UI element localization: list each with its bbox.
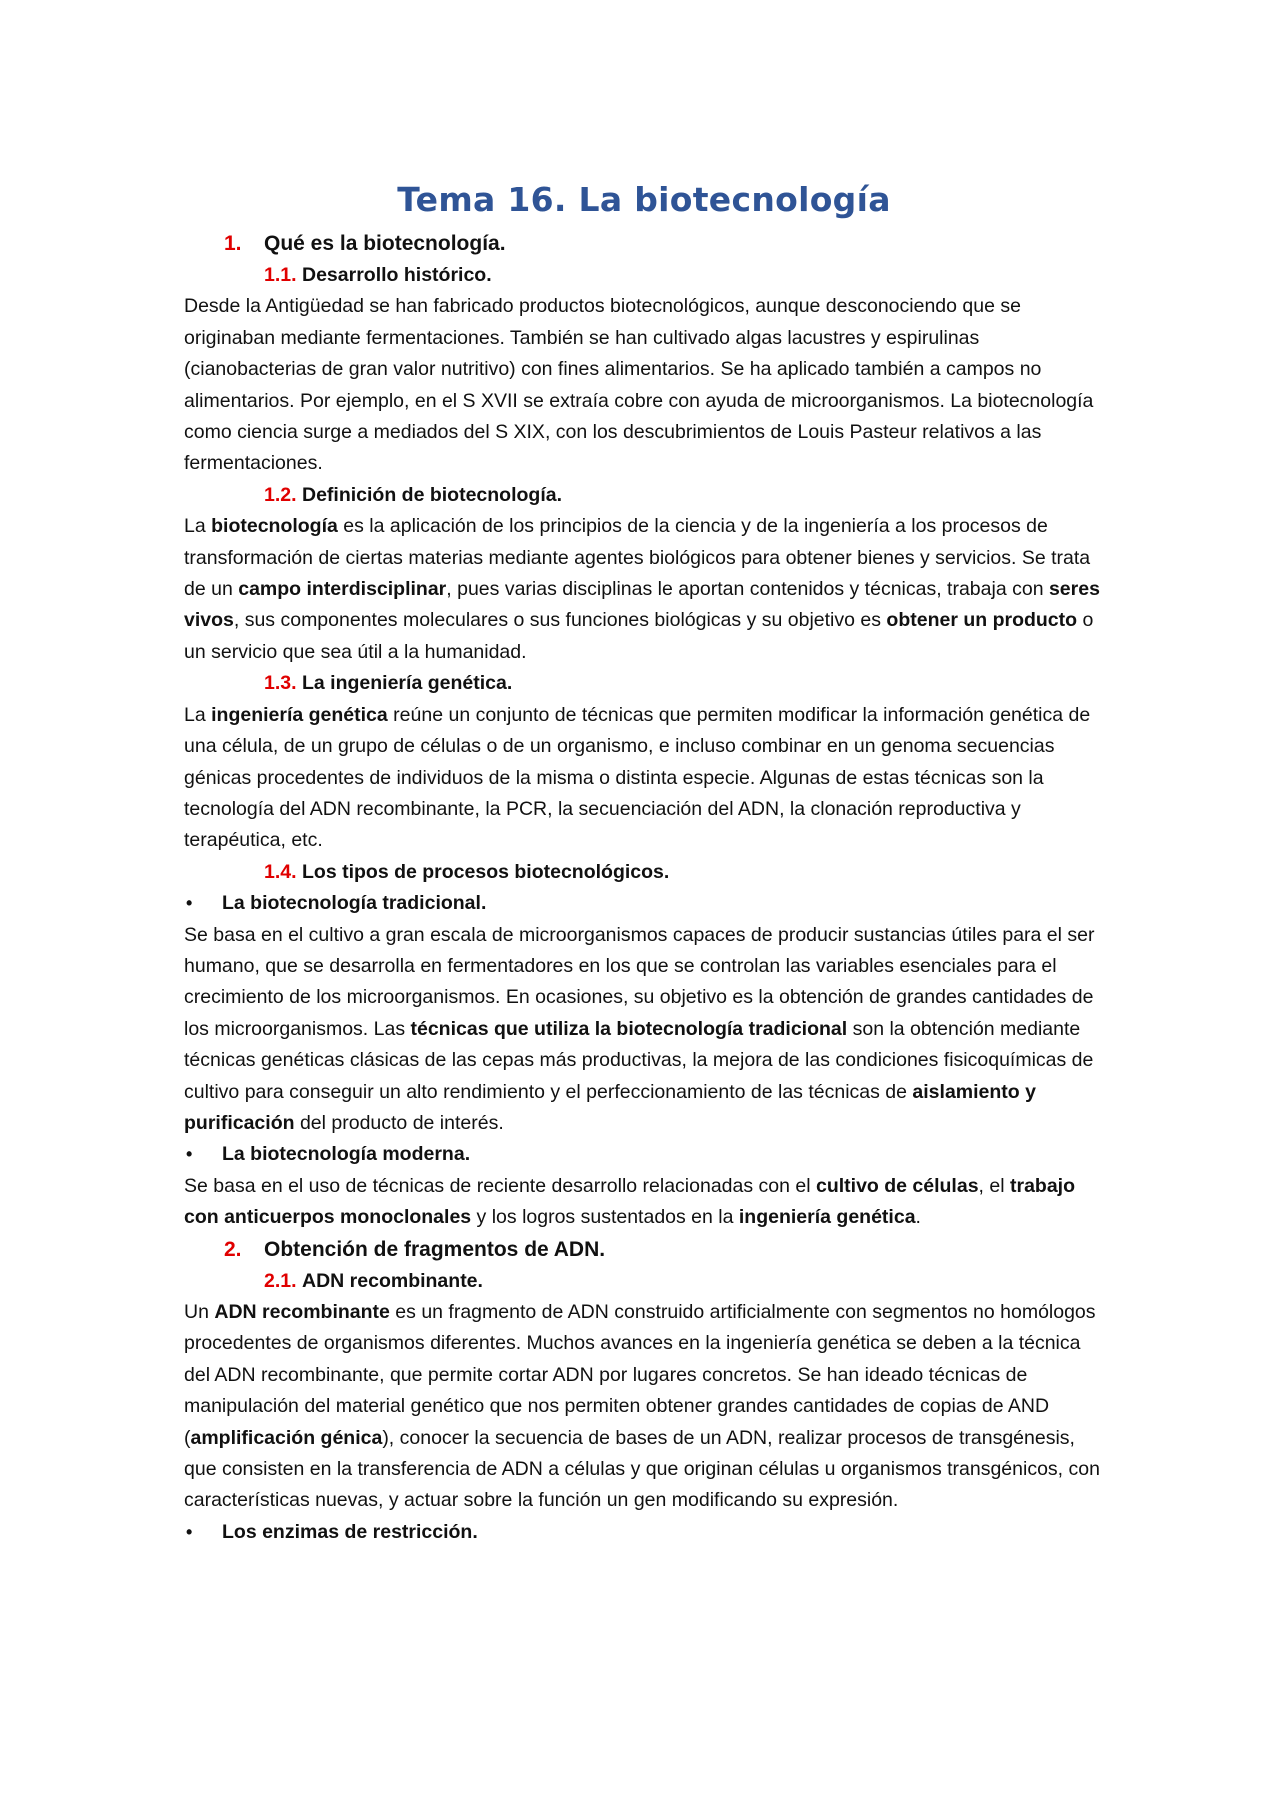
text-run: o un servicio que sea útil a la humanidad. bbox=[184, 609, 1094, 663]
text-run: , el bbox=[978, 1174, 1010, 1197]
bold-term: cultivo de células bbox=[815, 1174, 979, 1197]
subsection-1-3-heading bbox=[184, 668, 1104, 699]
text-run: La bbox=[184, 703, 212, 726]
text-run: es la aplicación de los principios de la ciencia y de la ingeniería a los procesos de transformación de ciertas materias mediante agentes biológicos para obtener bienes y servicios. Se trata de un bbox=[184, 515, 1091, 601]
text-run: ), conocer la secuencia de bases de un ADN, realizar procesos de transgénesis, que consisten en la transferencia de ADN a células y que originan células u organismos transgénicos, con características nuevas, y actuar sobre la función un gen modificando su expresión. bbox=[184, 1426, 1100, 1512]
document-page bbox=[184, 178, 1104, 1548]
subsection-1-2-number: 1.2. bbox=[264, 483, 297, 506]
text-run: son la obtención mediante técnicas genéticas clásicas de las cepas más productivas, la mejora de las condiciones fisicoquímicas de cultivo para conseguir un alto rendimiento y el perfeccionamiento de las técnicas de bbox=[184, 1017, 1094, 1103]
text-run: La bbox=[184, 515, 212, 538]
section-2-heading bbox=[184, 1234, 1104, 1266]
bold-term: técnicas que utiliza la biotecnología tradicional bbox=[410, 1017, 848, 1040]
bold-term: seres vivos bbox=[184, 578, 1100, 632]
bold-term: campo interdisciplinar bbox=[238, 578, 447, 601]
bullet-label: La biotecnología tradicional. bbox=[222, 892, 487, 915]
subsection-1-3-title: La ingeniería genética. bbox=[302, 672, 513, 695]
bullet-modern-biotech bbox=[184, 1139, 1104, 1170]
subsection-1-3-number: 1.3. bbox=[264, 672, 297, 695]
bold-term: obtener un producto bbox=[886, 609, 1078, 632]
bold-term: ADN recombinante bbox=[214, 1301, 390, 1323]
text-run: . bbox=[915, 1206, 921, 1229]
bullet-traditional-biotech bbox=[184, 888, 1104, 919]
paragraph-modern-biotech bbox=[184, 1171, 1104, 1234]
bold-term: ingeniería genética bbox=[738, 1206, 916, 1229]
paragraph-traditional-biotech bbox=[184, 920, 1104, 1140]
section-2-title: Obtención de fragmentos de ADN. bbox=[264, 1237, 606, 1261]
text-run: Se basa en el uso de técnicas de reciente desarrollo relacionadas con el bbox=[184, 1174, 816, 1197]
subsection-2-1-number: 2.1. bbox=[264, 1269, 297, 1292]
section-2-number: 2. bbox=[224, 1237, 242, 1261]
bold-term: aislamiento y purificación bbox=[184, 1080, 1036, 1134]
text-run: , sus componentes moleculares o sus funciones biológicas y su objetivo es bbox=[233, 609, 887, 632]
subsection-2-1-title: ADN recombinante. bbox=[302, 1269, 483, 1292]
bold-term: trabajo con anticuerpos monoclonales bbox=[184, 1174, 1075, 1229]
subsection-1-4-number: 1.4. bbox=[264, 860, 297, 883]
subsection-1-1-number: 1.1. bbox=[264, 264, 297, 286]
subsection-1-2-title: Definición de biotecnología. bbox=[302, 483, 563, 506]
paragraph-recombinant-dna bbox=[184, 1297, 1104, 1517]
text-run: reúne un conjunto de técnicas que permiten modificar la información genética de una célula, de un grupo de células o de un organismo, e incluso combinar en un genoma secuencias génicas procedentes de individuos de la misma o distinta especie. Algunas de estas técnicas son la tecnología del ADN recombinante, la PCR, la secuenciación del ADN, la clonación reproductiva y terapéutica, etc. bbox=[184, 703, 1091, 852]
document-title: Tema 16. La biotecnología bbox=[397, 180, 891, 219]
bullet-icon: • bbox=[186, 1521, 193, 1542]
text-run: , pues varias disciplinas le aportan contenidos y técnicas, trabaja con bbox=[446, 578, 1049, 601]
text-run: del producto de interés. bbox=[294, 1111, 504, 1134]
bullet-icon: • bbox=[186, 1144, 193, 1165]
section-1-heading bbox=[184, 228, 1104, 260]
bullet-label: Los enzimas de restricción. bbox=[222, 1520, 478, 1543]
subsection-2-1-heading bbox=[184, 1266, 1104, 1297]
subsection-1-4-title: Los tipos de procesos biotecnológicos. bbox=[302, 860, 670, 883]
subsection-1-1-heading bbox=[184, 260, 1104, 291]
subsection-1-4-heading bbox=[184, 857, 1104, 888]
text-run: Un bbox=[184, 1301, 215, 1323]
section-1-number: 1. bbox=[224, 232, 242, 255]
bullet-label: La biotecnología moderna. bbox=[222, 1143, 471, 1166]
paragraph-historical-development: Desde la Antigüedad se han fabricado productos biotecnológicos, aunque desconociendo que se originaban mediante fermentaciones. También se han cultivado algas lacustres y espirulinas (cianobacterias de gran valor nutritivo) con fines alimentarios. Se ha aplicado también a campos no alimentarios. Por ejemplo, en el S XVII se extraía cobre con ayuda de microorganismos. La biotecnología como ciencia surge a mediados del S XIX, con los descubrimientos de Louis Pasteur relativos a las fermentaciones. bbox=[184, 295, 1094, 475]
bullet-restriction-enzymes bbox=[184, 1517, 1104, 1548]
section-1-title: Qué es la biotecnología. bbox=[264, 232, 506, 255]
text-run: es un fragmento de ADN construido artificialmente con segmentos no homólogos procedentes de organismos diferentes. Muchos avances en la ingeniería genética se deben a la técnica del ADN recombinante, que permite cortar ADN por lugares concretos. Se han ideado técnicas de manipulación del material genético que nos permiten obtener grandes cantidades de copias de AND ( bbox=[184, 1301, 1096, 1449]
subsection-1-2-heading bbox=[184, 480, 1104, 511]
text-run: Se basa en el cultivo a gran escala de microorganismos capaces de producir sustancias útiles para el ser humano, que se desarrolla en fermentadores en los que se controlan las variables esenciales para el crecimiento de los microorganismos. En ocasiones, su objetivo es la obtención de grandes cantidades de los microorganismos. Las bbox=[184, 923, 1095, 1040]
subsection-1-1-title: Desarrollo histórico. bbox=[302, 264, 492, 286]
paragraph-genetic-engineering bbox=[184, 700, 1104, 857]
text-run: y los logros sustentados en la bbox=[471, 1206, 739, 1229]
bold-term: biotecnología bbox=[211, 515, 338, 538]
bullet-icon: • bbox=[186, 893, 193, 914]
bold-term: amplificación génica bbox=[190, 1426, 383, 1449]
bold-term: ingeniería genética bbox=[211, 703, 388, 726]
paragraph-definition bbox=[184, 511, 1104, 668]
